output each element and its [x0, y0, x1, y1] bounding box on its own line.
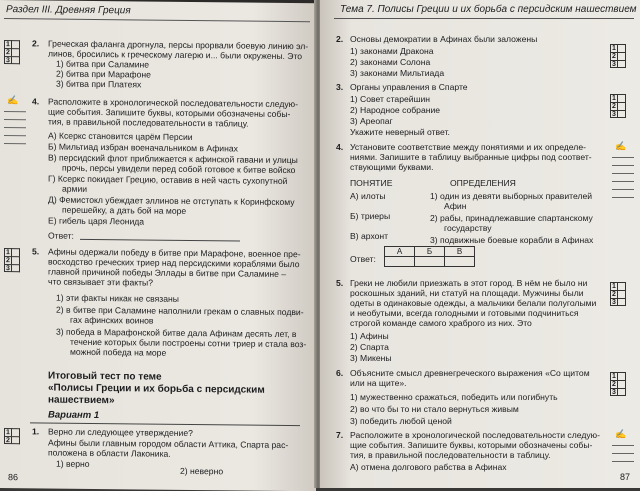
final-test-title: «Полисы Греции и их борьба с персидским — [48, 382, 265, 396]
q5-line: что связывает эти факты? — [48, 276, 154, 288]
q4-line: ниями. Запишите в таблицу выбранные цифры под соответ- — [350, 152, 592, 162]
q6-option: 3) победить любой ценой — [350, 416, 452, 426]
q5-line: строгой команде самого храброго из них. Это — [350, 318, 532, 328]
q5-line: и необутыми, всегда голодными и готовыми подчиниться — [350, 308, 579, 318]
q4-line: ствующими буквами. — [350, 162, 434, 172]
variant-rule — [30, 422, 300, 426]
q2-option: 1) битва при Саламине — [56, 58, 150, 70]
q4-option: прочь, персы увидели перед собой готовое к битве войско — [62, 162, 296, 176]
q6-option: 1) мужественно сражаться, победить или погибнуть — [350, 392, 558, 402]
concept-item: В) архонт — [350, 231, 389, 241]
q5-option: течение которых были построены сотни триер и стала воз- — [70, 336, 307, 350]
q5-line: главной причиной победы Эллады в битве при Саламине – — [48, 266, 287, 279]
left-page — [0, 0, 316, 491]
q7-line: тия, в правильной последовательности в таблицу. — [350, 450, 551, 460]
q4-line: Расположите в хронологической последовательности следую- — [48, 96, 298, 110]
q7-number: 7. — [336, 430, 344, 440]
q4-option: А) Ксеркс становится царём Персии — [48, 130, 193, 143]
q6-line: Объясните смысл древнегреческого выражения «Со щитом — [350, 368, 590, 378]
q6-line: или на щите». — [350, 378, 407, 388]
q4-option: перешейку, а дать бой на море — [62, 204, 187, 216]
q3-option: 1) Совет старейшин — [350, 94, 431, 104]
answer-box-q1: 1 2 — [4, 428, 24, 444]
concept-item: Б) триеры — [350, 211, 391, 221]
write-lines — [4, 104, 26, 144]
pencil-icon: ✍ — [615, 142, 627, 152]
table-header-v: В — [445, 247, 475, 257]
table-cell[interactable] — [415, 257, 445, 267]
q1-option: 1) верно — [56, 458, 90, 469]
answer-box-q3: 1 2 3 — [610, 94, 630, 118]
q2-option: 3) битва при Платеях — [56, 78, 142, 90]
q4-line: щие события. Запишите буквы, которыми обозначены собы- — [48, 106, 291, 120]
q2-line: Основы демократии в Афинах были заложены — [350, 34, 538, 44]
q4-option: Б) Мильтиад избран военачальником в Афинах — [48, 141, 238, 154]
q2-line: Греческая фаланга дрогнула, персы прорвали боевую линию эл- — [48, 38, 309, 52]
q4-line: тия, в правильной последовательности в таблицу. — [48, 116, 249, 129]
q4-option: армии — [62, 183, 88, 194]
answer-box-q5: 1 2 3 — [610, 282, 630, 306]
q5-line: восходство греческих триер над персидскими кораблями было — [48, 256, 300, 270]
write-lines — [612, 438, 634, 462]
q5-line: одеты в одинаковые одежды, а мальчики белали полуголыми — [350, 298, 597, 308]
q5-number: 5. — [336, 278, 344, 288]
q5-option: 2) Спарта — [350, 342, 389, 352]
q2-number: 2. — [336, 34, 344, 44]
table-cell[interactable] — [385, 257, 415, 267]
q5-option: 2) в битве при Саламине наполнили грекам о славных подви- — [56, 304, 304, 318]
pencil-icon: ✍ — [7, 96, 19, 107]
q2-option: 2) битва при Марафоне — [56, 68, 151, 80]
final-test-title: нашествием» — [48, 394, 115, 407]
q2-option: 1) законами Дракона — [350, 46, 434, 56]
q3-option: 2) Народное собрание — [350, 105, 441, 115]
q4-line: Установите соответствие между понятиями и их определе- — [350, 142, 586, 152]
q1-option: 2) неверно — [180, 465, 224, 477]
q2-option: 3) законами Мильтиада — [350, 68, 445, 78]
q7-line: щие события. Запишите буквы, которыми обозначены собы- — [350, 440, 593, 450]
right-page — [320, 0, 640, 488]
left-header: Раздел III. Древняя Греция — [6, 4, 131, 17]
q2-option: 2) законами Солона — [350, 57, 431, 67]
final-test-title: Итоговый тест по теме — [48, 370, 162, 383]
q5-option: 3) победа в Марафонской битве дала Афинам десять лет, в — [56, 326, 297, 340]
definition-item: 1) один из девяти выборных правителей — [430, 191, 593, 201]
q5-number: 5. — [32, 246, 40, 257]
q5-option: можной победа на море — [70, 346, 167, 358]
concept-header: ПОНЯТИЕ — [350, 178, 393, 188]
q3-line: Органы управления в Спарте — [350, 82, 468, 92]
q3-number: 3. — [336, 82, 344, 92]
right-header: Тема 7. Полисы Греции и их борьба с персидским нашествием — [340, 4, 637, 15]
header-rule — [4, 18, 310, 22]
q5-option: гах афинских воинов — [70, 314, 154, 326]
answer-table — [384, 246, 475, 267]
q7-line: Расположите в хронологической последовательности следую- — [350, 430, 600, 440]
q5-option: 1) Афины — [350, 331, 389, 341]
q1-line: положена в области Лаконика. — [48, 447, 171, 459]
concept-item: А) илоты — [350, 191, 386, 201]
answer-box-q5: 1 2 3 — [4, 248, 24, 272]
pencil-icon: ✍ — [615, 430, 627, 440]
table-header-a: А — [385, 247, 415, 257]
table-header-b: Б — [415, 247, 445, 257]
definition-item: государству — [444, 223, 492, 233]
answer-box-q2: 1 2 3 — [4, 40, 24, 64]
variant-label: Вариант 1 — [48, 409, 100, 422]
q1-line: Верно ли следующее утверждение? — [48, 426, 193, 439]
answer-box-q6: 1 2 3 — [610, 372, 630, 396]
definition-header: ОПРЕДЕЛЕНИЯ — [450, 178, 516, 188]
q6-option: 2) во что бы то ни стало вернуться живым — [350, 404, 519, 414]
q4-option: Г) Ксеркс покидает Грецию, оставив в ней часть сухопутной — [48, 173, 288, 187]
header-rule — [334, 18, 634, 19]
q2-number: 2. — [32, 38, 40, 49]
q5-line: роскошных зданий, ни статуй на площади. Мужчины были — [350, 288, 584, 298]
q7-option: А) отмена долгового рабства в Афинах — [350, 462, 507, 472]
q4-number: 4. — [32, 96, 40, 107]
q4-option: Д) Фемистокл убеждает эллинов не отступать к Коринфскому — [48, 194, 295, 208]
definition-item: 2) рабы, принадлежавшие спартанскому — [430, 213, 593, 223]
q1-number: 1. — [32, 426, 40, 437]
answer-box-q2: 1 2 3 — [610, 44, 630, 68]
q5-option: 3) Микены — [350, 353, 392, 363]
q5-option: 1) эти факты никак не связаны — [56, 292, 179, 304]
q4-answer-label: Ответ: — [350, 254, 376, 264]
q1-line: Афины были главным городом области Аттика, Спарта рас- — [48, 437, 289, 451]
q4-option: В) персидский флот приближается к афинской гавани и улицы — [48, 152, 298, 166]
definition-item: Афин — [444, 201, 467, 211]
page-number-right: 87 — [619, 472, 630, 482]
q3-note: Укажите неверный ответ. — [350, 127, 450, 137]
q6-number: 6. — [336, 368, 344, 378]
definition-item: 3) подвижные боевые корабли в Афинах — [430, 235, 594, 245]
q4-answer-label: Ответ: — [48, 230, 74, 241]
page-number-left: 86 — [8, 472, 19, 483]
q4-number: 4. — [336, 142, 344, 152]
q5-line: Афины одержали победу в битве при Марафоне, военное пре- — [48, 246, 301, 260]
q4-option: Е) гибель царя Леонида — [48, 215, 145, 227]
q3-option: 3) Ареопаг — [350, 116, 393, 126]
q2-line: линов, бросились к греческому лагерю и... были окружены. Это — [48, 48, 303, 62]
answer-line[interactable] — [80, 239, 240, 242]
write-lines — [612, 150, 634, 198]
q5-line: Греки не любили приезжать в этот город. В нём не было ни — [350, 278, 588, 288]
table-cell[interactable] — [445, 257, 475, 267]
